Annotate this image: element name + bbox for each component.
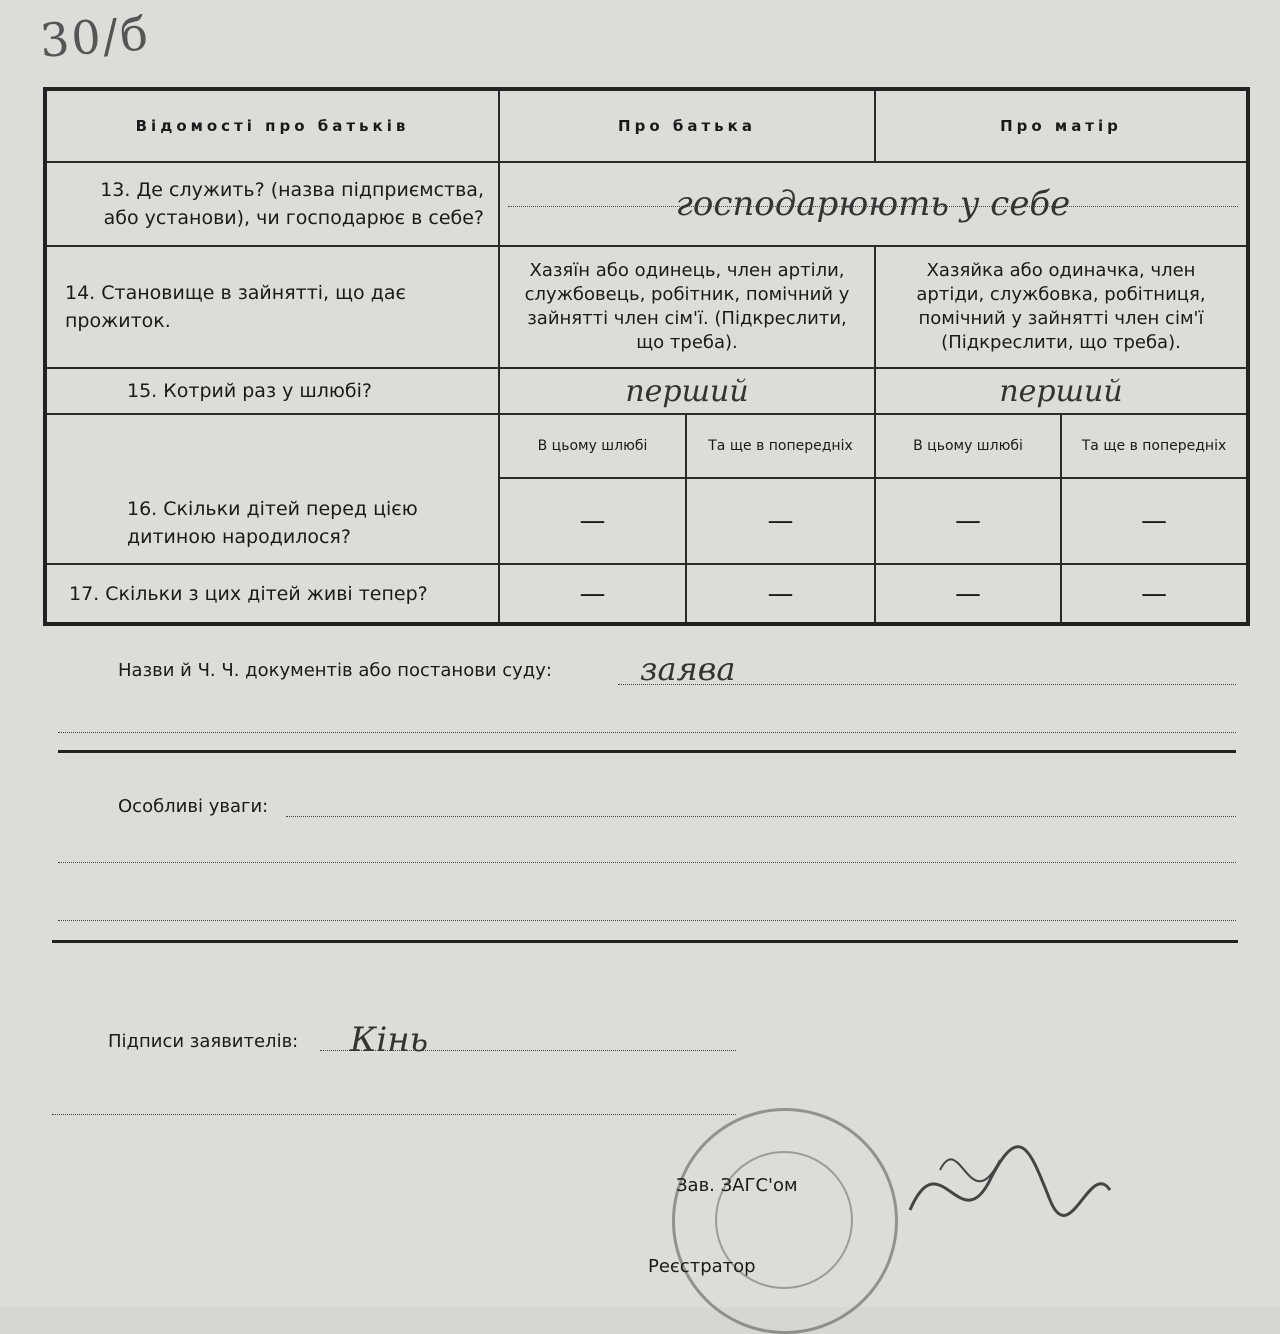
head-registry-label: Зав. ЗАГС'ом xyxy=(676,1175,798,1196)
row17-value: — xyxy=(875,564,1061,624)
row16-sub-mother-this: В цьому шлюбі xyxy=(875,414,1061,478)
row17-value: — xyxy=(1061,564,1248,624)
row16-sub-father-this: В цьому шлюбі xyxy=(499,414,686,478)
row16-sub-mother-prev: Та ще в попередніх xyxy=(1061,414,1248,478)
header-parents-info: Відомості про батьків xyxy=(45,89,499,162)
row-16-subheader xyxy=(45,414,1248,478)
row15-mother: перший xyxy=(999,373,1123,409)
row16-label: 16. Скільки дітей перед цією дитиною народилося? xyxy=(45,414,499,564)
row16-value: — xyxy=(686,478,875,564)
notes-divider xyxy=(52,940,1238,943)
official-stamp xyxy=(672,1108,898,1334)
header-father: Про батька xyxy=(499,89,875,162)
signatures-dotted-line-2 xyxy=(52,1114,736,1115)
documents-value: заява xyxy=(640,650,736,688)
row14-father: Хазяїн або одинець, член артіли, службовець, робітник, помічний у зайнятті член сім'ї. (Підкреслити, що треба). xyxy=(499,246,875,368)
notes-label: Особливі уваги: xyxy=(118,796,269,817)
row16-value: — xyxy=(499,478,686,564)
row17-label: 17. Скільки з цих дітей живі тепер? xyxy=(45,564,499,624)
row-14 xyxy=(45,246,1248,368)
row-15 xyxy=(45,368,1248,414)
row13-dotted-line xyxy=(508,206,1238,207)
corner-note: 30/б xyxy=(38,6,152,68)
notes-dotted-line-2 xyxy=(58,862,1236,863)
row15-label: 15. Котрий раз у шлюбі? xyxy=(45,368,499,414)
documents-label: Назви й Ч. Ч. документів або постанови суду: xyxy=(118,660,552,681)
row16-value: — xyxy=(1061,478,1248,564)
signatures-label: Підписи заявителів: xyxy=(108,1031,299,1052)
registrar-label: Реєстратор xyxy=(648,1256,756,1277)
row17-value: — xyxy=(686,564,875,624)
header-mother: Про матір xyxy=(875,89,1248,162)
documents-dotted-line-2 xyxy=(58,732,1236,733)
row14-label: 14. Становище в зайнятті, що дає прожиток. xyxy=(45,246,499,368)
row14-mother: Хазяйка або одиначка, член артіди, службовка, робітниця, помічний у зайнятті член сім'ї (Підкреслити, що треба). xyxy=(875,246,1248,368)
row13-label: 13. Де служить? (назва підприємства, або установи), чи господарює в себе? xyxy=(45,162,499,246)
row13-value: господарюють у себе xyxy=(675,184,1071,224)
row16-value: — xyxy=(875,478,1061,564)
notes-dotted-line-3 xyxy=(58,920,1236,921)
row15-father: перший xyxy=(625,373,749,409)
row-13 xyxy=(45,162,1248,246)
row17-value: — xyxy=(499,564,686,624)
row15-mother-cell xyxy=(875,368,1248,414)
table-header-row xyxy=(45,89,1248,162)
documents-divider xyxy=(58,750,1236,753)
row15-father-cell xyxy=(499,368,875,414)
applicant-signature: Кінь xyxy=(350,1020,429,1060)
official-signature xyxy=(900,1120,1120,1240)
notes-dotted-line-1 xyxy=(286,816,1236,817)
row16-sub-father-prev: Та ще в попередніх xyxy=(686,414,875,478)
parents-info-table xyxy=(43,87,1250,626)
row-17 xyxy=(45,564,1248,624)
row13-value-cell xyxy=(499,162,1248,246)
